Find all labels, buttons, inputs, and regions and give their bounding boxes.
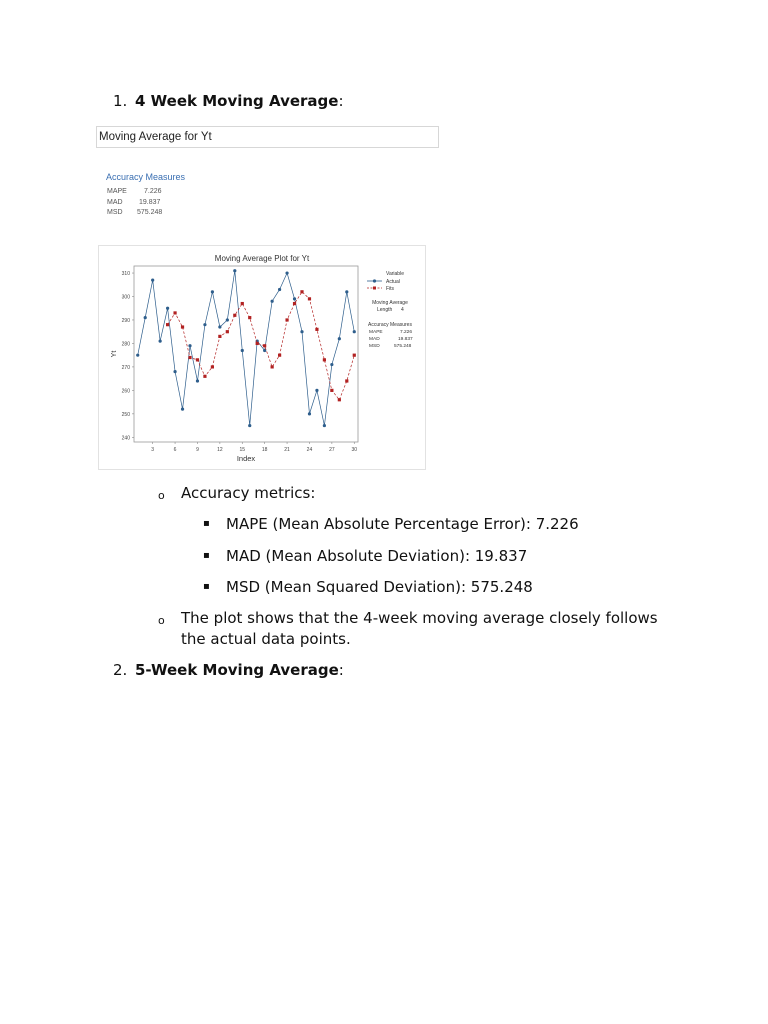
y-tick-label: 260 [121,388,130,395]
bullet-circle-icon: o [158,489,165,502]
x-tick-label: 24 [306,447,313,453]
data-point-actual [211,290,214,293]
side-measure-value: 7.226 [400,330,413,335]
measure-row: MAD 19.837 [107,198,161,206]
mad-text: MAD (Mean Absolute Deviation): 19.837 [226,547,528,565]
data-point-fits [293,302,296,305]
accuracy-measures-table [107,188,162,220]
y-tick-label: 250 [121,411,130,418]
x-tick-label: 30 [351,447,358,453]
y-tick-label: 300 [121,294,130,301]
y-tick-label: 290 [121,317,130,324]
x-tick-label: 12 [217,447,223,453]
x-tick-label: 15 [239,447,246,453]
data-point-fits [211,365,214,368]
list-number: 2. [113,661,128,679]
data-point-actual [300,330,303,333]
y-tick-label: 310 [121,271,130,278]
data-point-actual [248,424,251,427]
data-point-actual [233,269,236,272]
x-tick-label: 21 [284,447,290,453]
measure-row: MAPE 7.226 [107,188,162,195]
data-point-actual [144,316,147,319]
plot-description-line2: the actual data points. [181,630,351,648]
data-point-fits [330,389,333,392]
section-heading: 5-Week Moving Average [135,661,339,679]
data-point-fits [233,314,236,317]
data-point-fits [173,311,176,314]
y-tick-label: 280 [121,341,130,348]
section-heading: 4 Week Moving Average [135,92,339,110]
side-measure-name: MAD [369,337,380,342]
bullet-square-icon: ▪ [203,518,210,529]
legend-entry-fits: Fits [386,286,395,292]
data-point-actual [345,290,348,293]
side-measure-name: MSD [369,344,380,349]
data-point-fits [166,323,169,326]
data-point-actual [203,323,206,326]
y-axis-label: Yt [111,350,118,358]
heading-colon: : [338,661,344,679]
data-point-actual [323,424,326,427]
chart-title: Moving Average Plot for Yt [214,254,310,263]
data-point-fits [248,316,251,319]
data-point-fits [263,344,266,347]
data-point-actual [196,379,199,382]
side-measure-name: MAPE [369,330,383,335]
data-point-fits [300,290,303,293]
list-number: 1. [113,92,128,110]
data-point-actual [278,288,281,291]
list-item-5-week [113,661,344,679]
x-axis [151,442,357,453]
legend-entry-actual: Actual [386,279,400,285]
heading-colon: : [338,92,344,110]
plot-area [134,266,358,442]
mape-text: MAPE (Mean Absolute Percentage Error): 7.226 [226,515,579,533]
y-axis [122,271,134,441]
legend-marker-actual [373,279,376,282]
bullet-circle-icon: o [158,614,165,627]
data-point-actual [166,307,169,310]
data-point-actual [315,389,318,392]
legend-marker-fits [373,287,376,290]
legend [367,271,413,349]
data-point-fits [218,335,221,338]
data-point-actual [241,349,244,352]
output-window-titlebar [96,126,439,148]
x-tick-label: 18 [261,447,268,453]
data-point-actual [293,297,296,300]
data-point-fits [338,398,341,401]
bullet-square-icon: ▪ [203,581,210,592]
x-axis-label: Index [236,454,256,463]
x-tick-label: 9 [196,447,199,453]
data-point-actual [271,300,274,303]
bullet-square-icon: ▪ [203,550,210,561]
data-point-actual [181,408,184,411]
data-point-fits [188,356,191,359]
x-tick-label: 6 [173,447,177,453]
data-point-fits [315,328,318,331]
ma-info-title: Moving Average [372,300,408,306]
side-measure-value: 19.837 [398,337,413,342]
data-point-actual [136,354,139,357]
data-point-fits [345,379,348,382]
y-tick-label: 240 [121,435,130,442]
list-item-4-week [113,92,344,110]
data-point-fits [353,354,356,357]
plot-description-line1: The plot shows that the 4-week moving average closely follows [181,609,658,627]
data-point-actual [285,271,288,274]
data-point-fits [241,302,244,305]
window-title: Moving Average for Yt [99,131,212,143]
data-point-actual [353,330,356,333]
data-point-actual [159,339,162,342]
data-point-actual [308,412,311,415]
data-point-fits [278,354,281,357]
data-point-actual [151,278,154,281]
chart-svg [99,246,425,469]
data-point-fits [226,330,229,333]
data-point-fits [285,318,288,321]
moving-average-plot [98,245,426,470]
data-point-fits [181,325,184,328]
data-point-fits [308,297,311,300]
data-point-fits [203,375,206,378]
legend-title: Variable [386,271,404,277]
data-point-actual [218,325,221,328]
side-accuracy-title: Accuracy Measures [368,322,412,328]
data-point-actual [173,370,176,373]
side-measure-value: 575.248 [394,344,412,349]
data-point-actual [226,318,229,321]
data-point-fits [256,342,259,345]
data-point-actual [188,344,191,347]
measure-row: MSD 575.248 [107,209,163,216]
accuracy-metrics-label: Accuracy metrics: [181,484,316,502]
data-point-fits [323,358,326,361]
ma-length-label: Length [377,307,393,313]
data-point-fits [271,365,274,368]
y-tick-label: 270 [121,364,130,371]
ma-length-value: 4 [401,307,404,313]
x-tick-label: 27 [329,447,335,453]
data-point-actual [338,337,341,340]
data-point-fits [196,358,199,361]
x-tick-label: 3 [151,447,155,453]
accuracy-measures-title: Accuracy Measures [106,172,186,182]
msd-text: MSD (Mean Squared Deviation): 575.248 [226,578,533,596]
data-point-actual [330,363,333,366]
